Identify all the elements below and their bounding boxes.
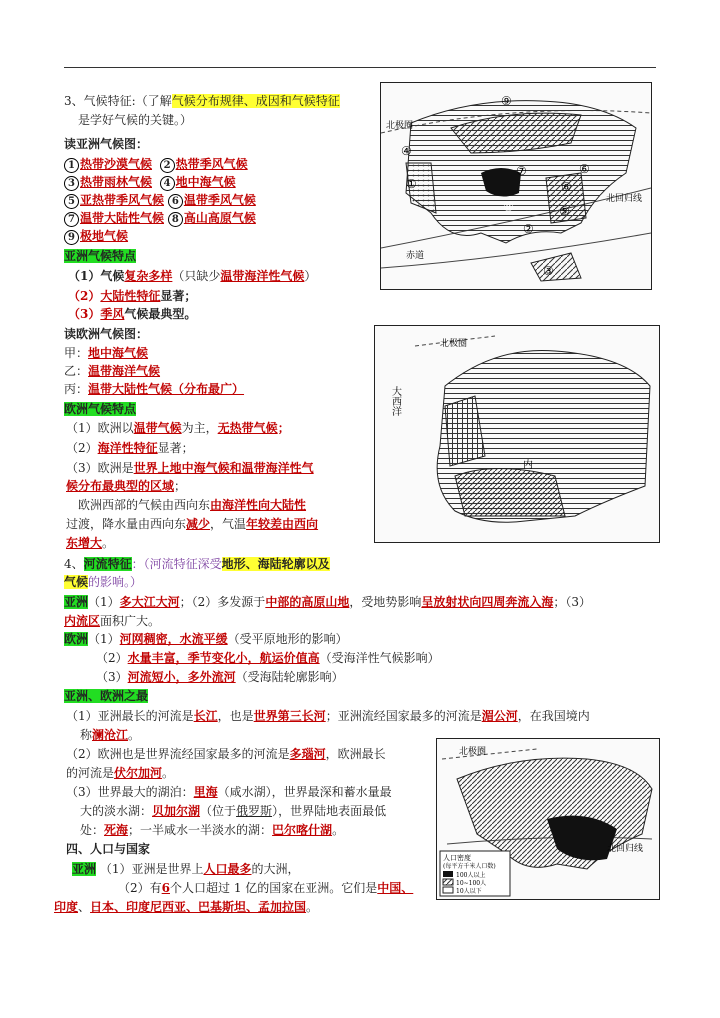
europe-bing: 丙：温带大陆性气候（分布最广） (64, 382, 245, 396)
header-rule (64, 67, 656, 68)
superlative-3b: 大的淡水湖：贝加尔湖（位于俄罗斯），世界陆地表面最低 (80, 804, 387, 818)
population-2: （2）有6个人口超过 1 亿的国家在亚洲。它们是中国、 (118, 881, 414, 895)
europe-rivers-2: （2）水量丰富，季节变化小，航运价值高（受海洋性气候影响） (96, 651, 440, 665)
population-heading: 四、人口与国家 (66, 842, 151, 856)
asia-feature-1: （1）气候复杂多样（只缺少温带海洋性气候） (68, 269, 317, 283)
rivers-heading: 4、河流特征：（河流特征深受地形、海陆轮廓以及 (64, 557, 330, 571)
map-label-2: ② (523, 222, 534, 236)
europe-rivers-1: 欧洲（1）河网稠密，水流平缓（受平原地形的影响） (64, 632, 348, 646)
superlative-1: （1）亚洲最长的河流是长江，也是世界第三长河；亚洲流经国家最多的河流是湄公河，在我国境内 (66, 709, 590, 723)
eu-arctic-label: 北极圈 (440, 339, 468, 349)
pop-legend-swatch-low (443, 887, 453, 893)
asia-climate-row4: 7 温带大陆性气候 8 高山高原气候 (64, 210, 256, 227)
asia-climate-row1: 1 热带沙漠气候 2 热带季风气候 (64, 156, 248, 173)
sec3-line2: 是学好气候的关键。） (78, 113, 193, 127)
pop-legend-high: 100人以上 (456, 872, 486, 879)
asia-climate-map (380, 82, 652, 290)
map-label-4: ④ (401, 144, 412, 158)
map-label-1: ① (406, 177, 417, 191)
read-europe-heading: 读欧洲气候图： (64, 327, 149, 341)
asia-rivers-1: 亚洲（1）多大江大河；（2）多发源于中部的高原山地，受地势影响呈放射状向四周奔流入海；（3） (64, 595, 591, 609)
superlatives-heading: 亚洲、欧洲之最 (64, 689, 149, 703)
asia-feature-2: （2）大陆性特征显著； (68, 289, 197, 303)
superlative-3: （3）世界最大的湖泊：里海（咸水湖），世界最深和蓄水量最 (66, 785, 392, 799)
map-label-9: ⑨ (501, 94, 512, 108)
asia-climate-row5: 9 极地气候 (64, 228, 128, 245)
rainforest-zone (531, 253, 581, 281)
europe-yi: 乙：温带海洋气候 (64, 364, 161, 378)
europe-feature-2: （2）海洋性特征显著； (66, 441, 194, 455)
europe-feature-1: （1）欧洲以温带气候为主，无热带气候； (66, 421, 290, 435)
map-label-3: ③ (543, 264, 554, 278)
europe-feature-3b: 候分布最典型的区域； (66, 479, 187, 493)
europe-west-1: 欧洲西部的气候由西向东由海洋性向大陆性 (78, 498, 307, 512)
population-density-map (436, 738, 660, 900)
superlative-1b: 称澜沧江。 (80, 728, 141, 742)
population-3: 印度、日本、印度尼西亚、巴基斯坦、孟加拉国。 (54, 900, 319, 914)
eu-mediterranean-zone (455, 469, 565, 517)
asia-rivers-2: 内流区面积广大。 (64, 614, 161, 628)
population-1: 亚洲 （1）亚洲是世界上人口最多的大洲， (72, 862, 300, 876)
rivers-heading-2: 气候的影响。） (64, 575, 143, 589)
asia-feature-3: （3）季风气候最典型。 (68, 307, 197, 321)
europe-west-2: 过渡，降水量由西向东减少，气温年较差由西向 (66, 517, 319, 531)
pop-legend-low: 10人以下 (456, 888, 482, 895)
pop-arctic-line (442, 749, 537, 759)
asia-climate-row3: 5 亚热带季风气候 6 温带季风气候 (64, 192, 256, 209)
pop-legend-swatch-high (443, 871, 453, 877)
map-label-8: ⑧ (503, 200, 514, 214)
europe-climate-map (374, 325, 660, 543)
pop-legend-mid: 10~100人 (456, 880, 487, 887)
superlative-2: （2）欧洲也是世界流经国家最多的河流是多瑙河，欧洲最长 (66, 747, 386, 761)
pop-arctic-label: 北极圈 (459, 747, 487, 757)
europe-feature-3: （3）欧洲是世界上地中海气候和温带海洋性气 (66, 461, 314, 475)
eu-ocean-label: 大西洋 (389, 386, 401, 416)
sec3-line1: 3、气候特征:（了解气候分布规律、成因和气候特征 (64, 94, 340, 108)
read-asia-heading: 读亚洲气候图： (64, 137, 149, 151)
pop-tropic-label: 北回归线 (607, 844, 644, 854)
map-equator-label: 赤道 (406, 251, 425, 261)
europe-rivers-3: （3）河流短小，多外流河（受海陆轮廓影响） (96, 670, 344, 684)
pop-legend-title: 人口密度 (443, 854, 471, 862)
map-label-6b: ⑥ (579, 162, 590, 176)
europe-west-3: 东增大。 (66, 536, 115, 550)
europe-jia: 甲：地中海气候 (64, 346, 149, 360)
superlative-2b: 的河流是伏尔加河。 (66, 766, 175, 780)
map-tropic-label: 北回归线 (606, 194, 643, 204)
map-arctic-label: 北极圈 (386, 121, 414, 131)
eu-inner-label: 内 (523, 460, 533, 471)
asia-feature-heading: 亚洲气候特点 (64, 249, 137, 263)
europe-feature-heading: 欧洲气候特点 (64, 402, 137, 416)
map-label-5: ⑤ (559, 204, 570, 218)
map-label-6: ⑥ (561, 180, 572, 194)
map-label-7: ⑦ (516, 164, 527, 178)
pop-legend-swatch-mid (443, 879, 453, 885)
pop-legend-sub: (每平方千米人口数) (443, 863, 496, 870)
asia-climate-row2: 3 热带雨林气候 4 地中海气候 (64, 174, 236, 191)
superlative-3c: 处：死海；一半咸水一半淡水的湖：巴尔喀什湖。 (80, 823, 345, 837)
